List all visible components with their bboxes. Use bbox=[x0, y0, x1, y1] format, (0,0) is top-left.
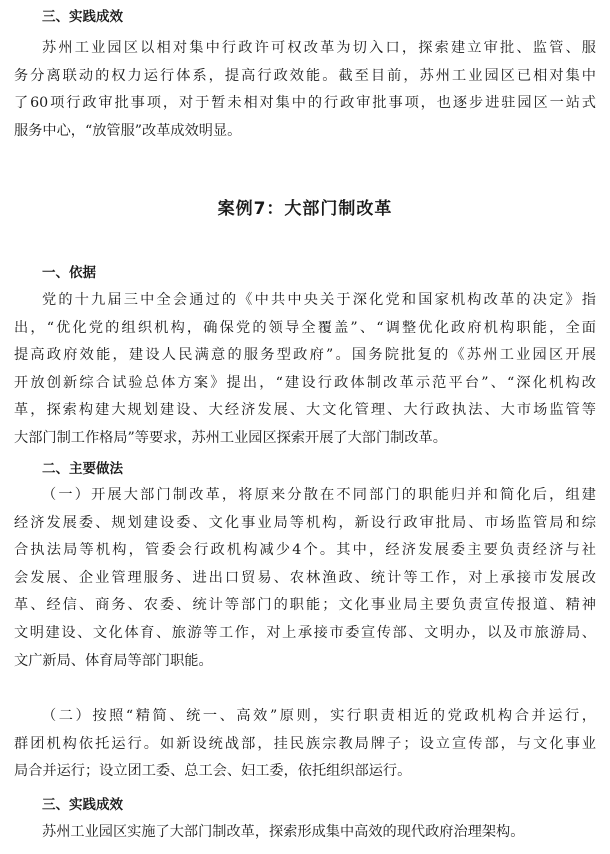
paragraph-line: （一）开展大部门制改革，将原来分散在不同部门的职能归并和简化后，组建 bbox=[42, 487, 596, 503]
paragraph-line: 会发展、企业管理服务、进出口贸易、农林渔政、统计等工作，对上承接市发展改 bbox=[14, 569, 596, 586]
paragraph-line: 出，“优化党的组织机构，确保党的领导全覆盖”、“调整优化政府机构职能，全面 bbox=[14, 319, 596, 336]
section-heading-results: 三、实践成效 bbox=[42, 9, 123, 25]
paragraph-line: 群团机构依托运行。如新设统战部，挂民族宗教局牌子；设立宣传部，与文化事业 bbox=[14, 735, 596, 752]
paragraph-line: 开放创新综合试验总体方案》提出，“建设行政体制改革示范平台”、“深化机构改 bbox=[14, 374, 596, 391]
section-heading-results-b: 三、实践成效 bbox=[42, 797, 123, 813]
paragraph-practice-2 bbox=[14, 703, 596, 786]
paragraph-line: 提高政府效能，建设人民满意的服务型政府”。国务院批复的《苏州工业园区开展 bbox=[14, 347, 596, 364]
paragraph-line: 革、经信、商务、农委、统计等部门的职能；文化事业局主要负责宣传报道、精神 bbox=[14, 597, 596, 614]
paragraph-line: 局合并运行；设立团工委、总工会、妇工委，依托组织部运行。 bbox=[14, 763, 412, 780]
paragraph-line: 了60项行政审批事项，对于暂未相对集中的行政审批事项，也逐步进驻园区一站式 bbox=[14, 95, 596, 112]
paragraph-line: 革，探索构建大规划建设、大经济发展、大文化管理、大行政执法、大市场监管等 bbox=[14, 402, 596, 419]
paragraph-line: 务分离联动的权力运行体系，提高行政效能。截至目前，苏州工业园区已相对集中 bbox=[14, 67, 596, 84]
paragraph-basis bbox=[14, 287, 596, 453]
paragraph-results-b bbox=[14, 819, 596, 847]
paragraph-line: 大部门制工作格局”等要求，苏州工业园区探索开展了大部门制改革。 bbox=[14, 429, 447, 446]
paragraph-line: 党的十九届三中全会通过的《中共中央关于深化党和国家机构改革的决定》指 bbox=[42, 292, 596, 308]
paragraph-line: 文明建设、文化体育、旅游等工作，对上承接市委宣传部、文明办，以及市旅游局、 bbox=[14, 624, 596, 641]
paragraph-line: 苏州工业园区以相对集中行政许可权改革为切入口，探索建立审批、监管、服 bbox=[42, 40, 596, 56]
section-heading-basis: 一、依据 bbox=[42, 265, 96, 281]
paragraph-results-a bbox=[14, 35, 596, 145]
paragraph-line: 服务中心，“放管服”改革成效明显。 bbox=[14, 122, 242, 139]
paragraph-line: 合执法局等机构，管委会行政机构减少4个。其中，经济发展委主要负责经济与社 bbox=[14, 542, 596, 559]
paragraph-line: 经济发展委、规划建设委、文化事业局等机构，新设行政审批局、市场监管局和综 bbox=[14, 514, 596, 531]
case-title: 案例7：大部门制改革 bbox=[217, 199, 393, 219]
paragraph-line: 文广新局、体育局等部门职能。 bbox=[14, 652, 213, 669]
paragraph-line: （二）按照“精简、统一、高效”原则，实行职责相近的党政机构合并运行， bbox=[42, 708, 596, 724]
paragraph-line: 苏州工业园区实施了大部门制改革，探索形成集中高效的现代政府治理架构。 bbox=[42, 824, 525, 840]
section-heading-practice: 二、主要做法 bbox=[42, 461, 123, 477]
paragraph-practice-1 bbox=[14, 482, 596, 675]
